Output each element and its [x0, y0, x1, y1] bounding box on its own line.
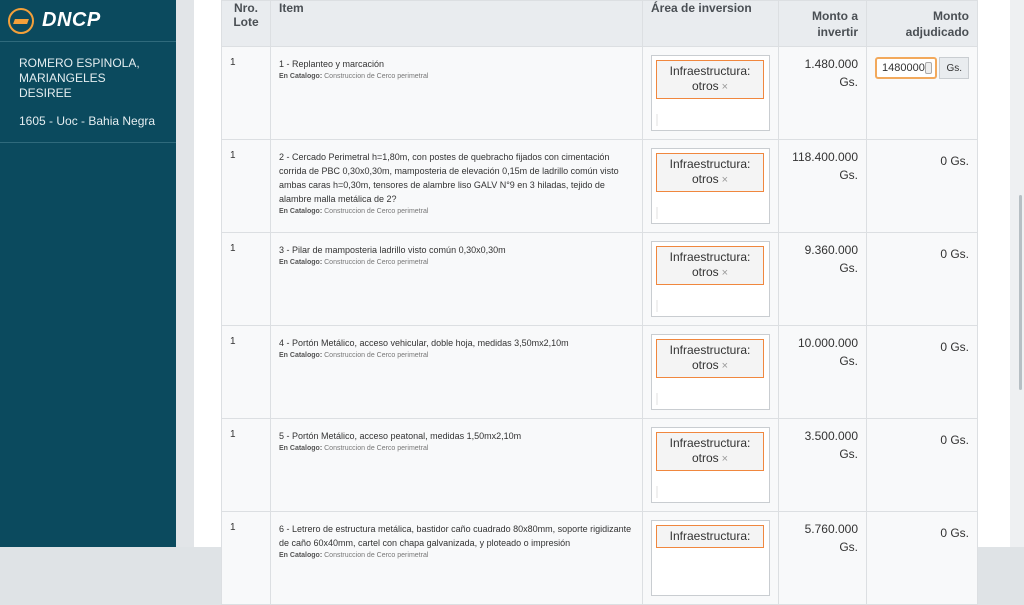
cell-item: [271, 47, 643, 140]
cell-area: [643, 233, 779, 326]
items-panel: [194, 0, 1010, 559]
item-catalog: En Catalogo: Construccion de Cerco perimetral: [279, 552, 429, 559]
header-item: Item: [271, 1, 643, 47]
area-tag: Infraestructura: otros ×: [656, 432, 764, 471]
item-description: 5 - Portón Metálico, acceso peatonal, medidas 1,50mx2,10m: [279, 431, 522, 441]
area-multiselect[interactable]: [651, 427, 770, 503]
adjudicado-input-group: [875, 57, 969, 79]
page-scrollbar-thumb[interactable]: [1019, 195, 1022, 390]
area-tag: Infraestructura: otros ×: [656, 153, 764, 192]
area-input-caret: [656, 486, 658, 498]
table-row: [222, 326, 978, 419]
cell-monto: 3.500.000 Gs.: [779, 419, 867, 512]
table-row: [222, 512, 978, 605]
area-multiselect[interactable]: [651, 241, 770, 317]
cell-adjudicado: 0 Gs.: [867, 419, 978, 512]
cell-monto: 1.480.000 Gs.: [779, 47, 867, 140]
item-catalog: En Catalogo: Construccion de Cerco perimetral: [279, 259, 429, 266]
cell-monto: 10.000.000 Gs.: [779, 326, 867, 419]
logo-text: DNCP: [42, 9, 101, 31]
adjudicado-input[interactable]: 1480000: [875, 57, 937, 79]
cell-item: [271, 326, 643, 419]
header-adjudicado: Monto adjudicado: [867, 1, 978, 47]
table-row: [222, 419, 978, 512]
content-gutter: [176, 0, 194, 547]
table-row: [222, 47, 978, 140]
item-description: 4 - Portón Metálico, acceso vehicular, doble hoja, medidas 3,50mx2,10m: [279, 338, 569, 348]
cell-area: [643, 47, 779, 140]
area-multiselect[interactable]: [651, 148, 770, 224]
cell-adjudicado: 0 Gs.: [867, 326, 978, 419]
cell-item: [271, 140, 643, 233]
table-row: [222, 140, 978, 233]
cell-item: [271, 419, 643, 512]
remove-tag-icon[interactable]: ×: [721, 453, 729, 465]
item-description: 2 - Cercado Perimetral h=1,80m, con postes de quebracho fijados con cimentación corrida de PBC 0,30x0,30m, mamposteria de elevación 0,15m de ladrillo común visto ambas caras h=0,30m, tensores de alambre liso GALV N°9 en 3 hiladas, tejido de alambre malla metálica de 2?: [279, 152, 619, 204]
header-lote: Nro. Lote: [222, 1, 271, 47]
cell-monto: 9.360.000 Gs.: [779, 233, 867, 326]
cell-monto: 118.400.000 Gs.: [779, 140, 867, 233]
cell-lote: 1: [222, 140, 271, 233]
header-area: Área de inversion: [643, 1, 779, 47]
cell-lote: 1: [222, 47, 271, 140]
user-name: ROMERO ESPINOLA, MARIANGELES DESIREE: [19, 56, 140, 100]
number-spinner-icon[interactable]: [925, 62, 932, 74]
table-row: [222, 233, 978, 326]
dncp-logo[interactable]: [0, 0, 176, 42]
cell-adjudicado: [867, 47, 978, 140]
item-description: 6 - Letrero de estructura metálica, bastidor caño cuadrado 80x80mm, soporte rigidizante de caño 60x40mm, cartel con chapa galvanizada, y ploteado o impresión: [279, 524, 632, 548]
user-info: [0, 42, 176, 143]
item-catalog: En Catalogo: Construccion de Cerco perimetral: [279, 352, 429, 359]
area-multiselect[interactable]: [651, 520, 770, 596]
remove-tag-icon[interactable]: ×: [721, 267, 729, 279]
area-tag: Infraestructura:: [656, 525, 764, 548]
remove-tag-icon[interactable]: ×: [721, 174, 729, 186]
area-tag: Infraestructura: otros ×: [656, 339, 764, 378]
cell-area: [643, 140, 779, 233]
cell-area: [643, 326, 779, 419]
area-input-caret: [656, 300, 658, 312]
area-tag: Infraestructura: otros ×: [656, 60, 764, 99]
remove-tag-icon[interactable]: ×: [721, 360, 729, 372]
cell-adjudicado: 0 Gs.: [867, 233, 978, 326]
cell-adjudicado: 0 Gs.: [867, 512, 978, 605]
area-tag: Infraestructura: otros ×: [656, 246, 764, 285]
header-monto: Monto a invertir: [779, 1, 867, 47]
area-input-caret: [656, 393, 658, 405]
cell-lote: 1: [222, 326, 271, 419]
area-multiselect[interactable]: [651, 334, 770, 410]
area-multiselect[interactable]: [651, 55, 770, 131]
item-description: 1 - Replanteo y marcación: [279, 59, 385, 69]
area-input-caret: [656, 207, 658, 219]
items-table: [221, 0, 978, 605]
item-description: 3 - Pilar de mamposteria ladrillo visto común 0,30x0,30m: [279, 245, 506, 255]
cell-area: [643, 419, 779, 512]
item-catalog: En Catalogo: Construccion de Cerco perimetral: [279, 208, 429, 215]
cell-lote: 1: [222, 419, 271, 512]
cell-monto: 5.760.000 Gs.: [779, 512, 867, 605]
cell-item: [271, 512, 643, 605]
cell-area: [643, 512, 779, 605]
cell-adjudicado: 0 Gs.: [867, 140, 978, 233]
item-catalog: En Catalogo: Construccion de Cerco perimetral: [279, 445, 429, 452]
area-input-caret: [656, 114, 658, 126]
item-catalog: En Catalogo: Construccion de Cerco perimetral: [279, 73, 429, 80]
sidebar: [0, 0, 176, 547]
dncp-logo-icon: [8, 8, 34, 34]
cell-lote: 1: [222, 512, 271, 605]
user-uoc: 1605 - Uoc - Bahia Negra: [19, 114, 156, 128]
remove-tag-icon[interactable]: ×: [721, 81, 729, 93]
cell-item: [271, 233, 643, 326]
currency-addon: Gs.: [939, 57, 969, 79]
cell-lote: 1: [222, 233, 271, 326]
table-header-row: [222, 1, 978, 47]
